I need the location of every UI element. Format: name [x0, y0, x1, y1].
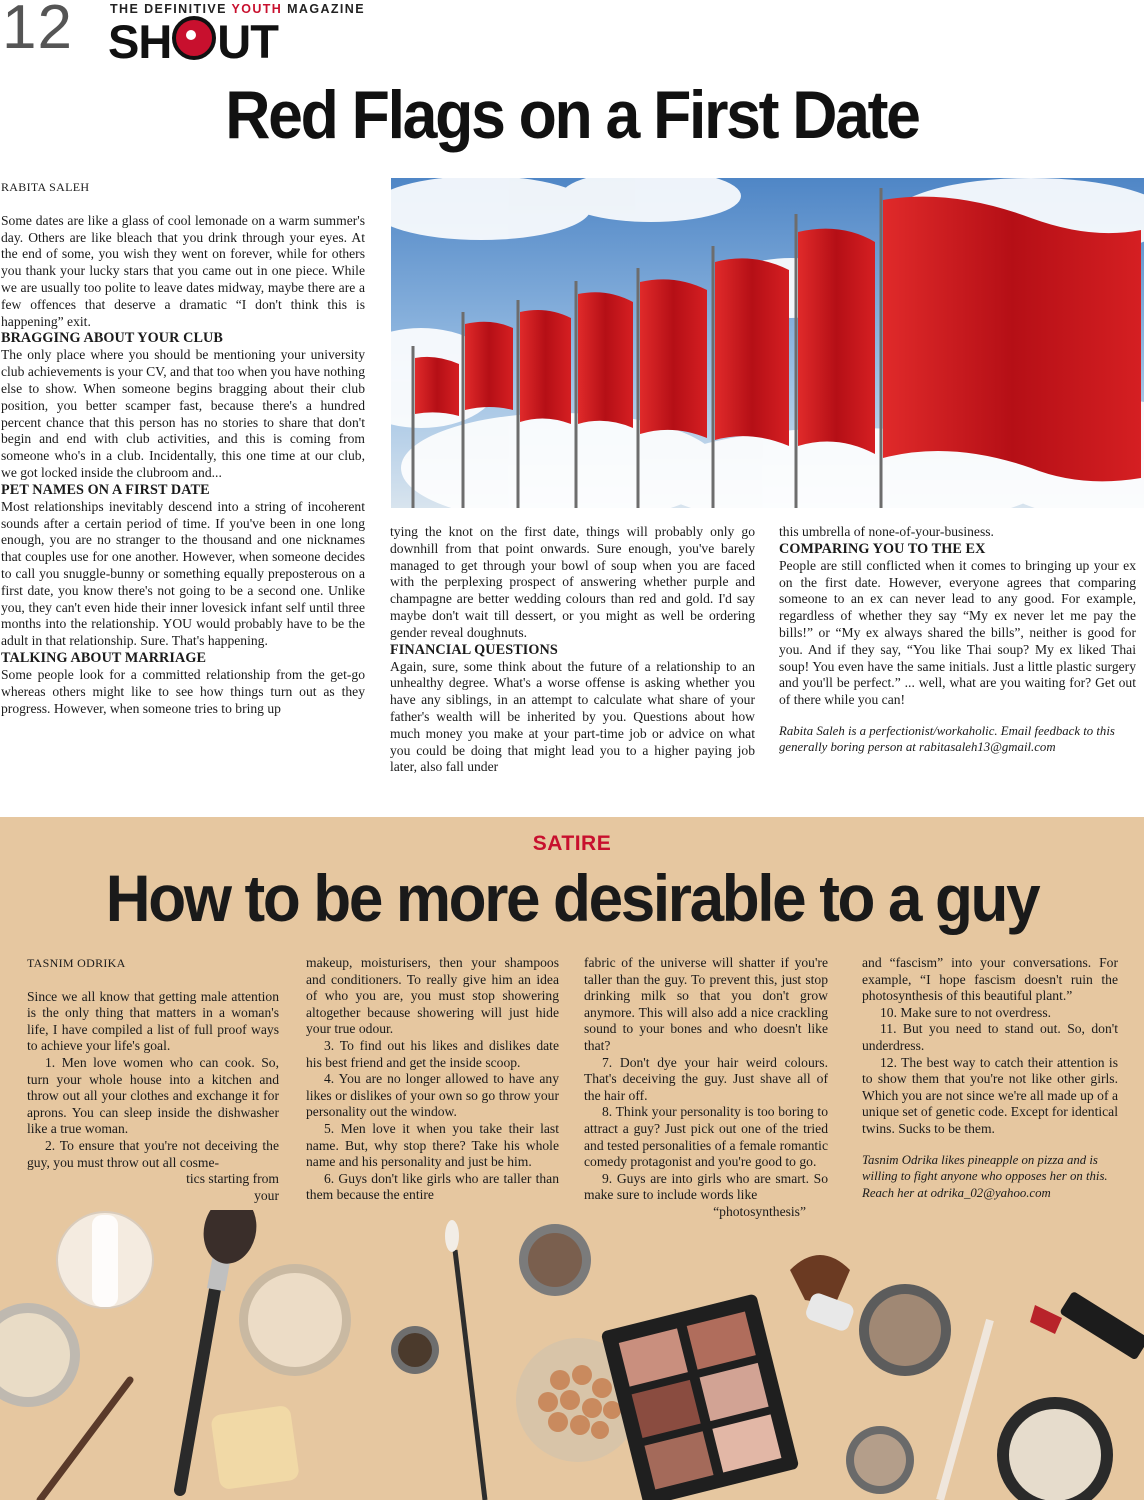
column-4-start: and “fascism” into your conversations. For example, “I hope fascism doesn't ruin the photosynthesis of this beautiful plant.”	[862, 955, 1118, 1004]
article1-column-1	[1, 179, 365, 717]
list-item-9-tail: “photosynthesis”	[713, 1203, 806, 1219]
article1-column-2	[390, 524, 755, 776]
brand-logo	[108, 16, 278, 67]
list-item-4: 4. You are no longer allowed to have any likes or dislikes of your own so go throw your personality out the window.	[306, 1071, 559, 1120]
article2-column-2	[306, 955, 559, 1204]
article2-column-3	[584, 955, 828, 1221]
section-heading-pet-names: PET NAMES ON A FIRST DATE	[1, 481, 210, 498]
section-heading-financial: FINANCIAL QUESTIONS	[390, 641, 558, 658]
article2-byline: TASNIM ODRIKA	[27, 956, 126, 970]
section-heading-marriage: TALKING ABOUT MARRIAGE	[1, 649, 207, 666]
column-3-start: fabric of the universe will shatter if you're taller than the guy. To prevent this, just stop drinking milk so that you don't grow anymore. This will also add a nice crackling sound to your bones and who doesn't like that?	[584, 955, 828, 1053]
list-item-2: 2. To ensure that you're not deceiving the guy, you must throw out all cosme-	[27, 1137, 279, 1170]
list-item-7: 7. Don't dye your hair weird colours. That's deceiving the guy. Just shave all of the hair off.	[584, 1054, 828, 1103]
section-heading-club: BRAGGING ABOUT YOUR CLUB	[1, 330, 223, 347]
list-item-10: 10. Make sure to not overdress.	[880, 1004, 1052, 1020]
list-item-12: 12. The best way to catch their attention is to show them that you're not like other girls. Which you are not since we're all made up of a unique set of genetic code. Except for identical twins. Sucks to be them.	[862, 1054, 1118, 1136]
list-item-1: 1. Men love women who can cook. So, turn your whole house into a kitchen and throw out all your clothes and exchange it for aprons. You can sleep inside the dishwasher like a true woman.	[27, 1054, 279, 1137]
paragraph-marriage-cont: tying the knot on the first date, things will probably only go downhill from that point onwards. Sure enough, you've barely managed to get through your bowl of soup when you are faced with the perplexing prospect of answering whether purple and champagne are better wedding colours than red and gold. I'd say maybe don't wait till dessert, or you might as well be ordering gender reveal doughnuts.	[390, 524, 755, 640]
tagline-pre: THE DEFINITIVE	[110, 2, 232, 16]
article2-intro: Since we all know that getting male attention is the only thing that matters in a woman's life, I have compiled a list of full proof ways to achieve your life's goal.	[27, 988, 279, 1054]
paragraph-financial-end: this umbrella of none-of-your-business.	[779, 524, 994, 539]
brand-right: UT	[217, 15, 278, 68]
article1-intro: Some dates are like a glass of cool lemonade on a warm summer's day. Others are like bleach that you drink through your eyes. At the end of some, you wish they went on forever, while for others you thank your lucky stars that you came out in one piece. While we are usually too polite to leave dates midway, maybe there are a few offences that deserve a dramatic “I don't think this is happening” exit.	[1, 212, 365, 329]
page-number: 12	[2, 0, 73, 62]
list-item-2-tail-1: tics starting from	[186, 1171, 279, 1187]
article2-column-1	[27, 955, 279, 1204]
column-2-start: makeup, moisturisers, then your shampoos and conditioners. To really give him an idea of who you are, you must stop showering altogether because showering will just hide your true odour.	[306, 955, 559, 1037]
cosmetics-photo	[0, 1210, 1144, 1500]
red-flags-illustration	[391, 178, 1144, 508]
tagline-post: MAGAZINE	[282, 2, 365, 16]
cosmetics-illustration	[0, 1210, 1144, 1500]
list-item-3: 3. To find out his likes and dislikes date his best friend and get the inside scoop.	[306, 1037, 559, 1070]
list-item-5: 5. Men love it when you take their last name. But, why stop there? Take his whole name and his personality and just be him.	[306, 1120, 559, 1170]
list-item-9: 9. Guys are into girls who are smart. So make sure to include words like	[584, 1170, 828, 1203]
section-heading-ex: COMPARING YOU TO THE EX	[779, 540, 986, 557]
paragraph-club: The only place where you should be mentioning your university club achievements is your CV, and that too when you have nothing else to show. When someone begins bragging about their club position, you better scamper fast, because there's a hundred percent chance that this person has no stories to share that don't begin and end with club activities, and this is coming from someone who's in a club. Incidentally, this one time at our club, we got locked inside the clubroom and...	[1, 347, 365, 480]
red-flags-photo	[391, 178, 1144, 508]
paragraph-pet-names: Most relationships inevitably descend into a string of incoherent sounds after a certain period of time. If you've been in one long enough, you are no stranger to the thousand and one nicknames that couples use for one another. However, when someone decides to call you snuggle-bunny or something equally preposterous on a first date, you know there's not going to be a second one. Unlike you, they can't even hide their inner lovesick infant self until three months into the relationship. YOU would probably have to be the adult in that relationship. Sure. That's happening.	[1, 498, 365, 649]
article1-headline: Red Flags on a First Date	[225, 77, 919, 153]
tagline-highlight: YOUTH	[231, 2, 283, 16]
section-label: SATIRE	[532, 832, 612, 855]
article2-column-4	[862, 955, 1118, 1201]
target-icon	[172, 16, 216, 60]
paragraph-financial: Again, sure, some think about the future of a relationship to an unhealthy degree. What's a worse offense is asking whether you have any siblings, in an attempt to calculate what share of your father's wealth will be inherited by you. Questions about how much money you make at your part-time job or advice on what you could be doing that might lead you to a higher paying job later, also fall under	[390, 658, 755, 775]
article1-column-3	[779, 524, 1136, 756]
article2-author-bio: Tasnim Odrika likes pineapple on pizza and is willing to fight anyone who opposes her on this. Reach her at odrika_02@yahoo.com	[862, 1152, 1108, 1200]
list-item-2-tail-2: your	[254, 1187, 279, 1203]
article1-author-bio: Rabita Saleh is a perfectionist/workaholic. Email feedback to this generally boring person at rabitasaleh13@gmail.com	[779, 723, 1115, 755]
paragraph-ex: People are still conflicted when it comes to bringing up your ex on the first date. However, everyone agrees that comparing someone to an ex can never lead to any good. For example, regardless of whether they say “My ex never let me pay the bills!” or “My ex always shared the bills”, neither is good for you. And if they say, “You like Thai soup? My ex liked Thai soup! You even have the same initials. Just a little plastic surgery and you'll be perfect.” ... well, what are you waiting for? Get out of there while you can!	[779, 557, 1136, 708]
article2-headline: How to be more desirable to a guy	[105, 861, 1039, 935]
paragraph-marriage-start: Some people look for a committed relationship from the get-go whereas others might like to see how things turn out as they progress. However, when someone tries to bring up	[1, 666, 365, 716]
list-item-11: 11. But you need to stand out. So, don't underdress.	[862, 1021, 1118, 1053]
list-item-6: 6. Guys don't like girls who are taller than them because the entire	[306, 1170, 559, 1203]
brand-left: SH	[108, 15, 172, 68]
list-item-8: 8. Think your personality is too boring to attract a guy? Just pick out one of the tried and tested personalities of a female romantic comedy protagonist and you're good to go.	[584, 1104, 828, 1170]
magazine-tagline	[110, 2, 365, 16]
article1-byline: RABITA SALEH	[1, 180, 90, 194]
